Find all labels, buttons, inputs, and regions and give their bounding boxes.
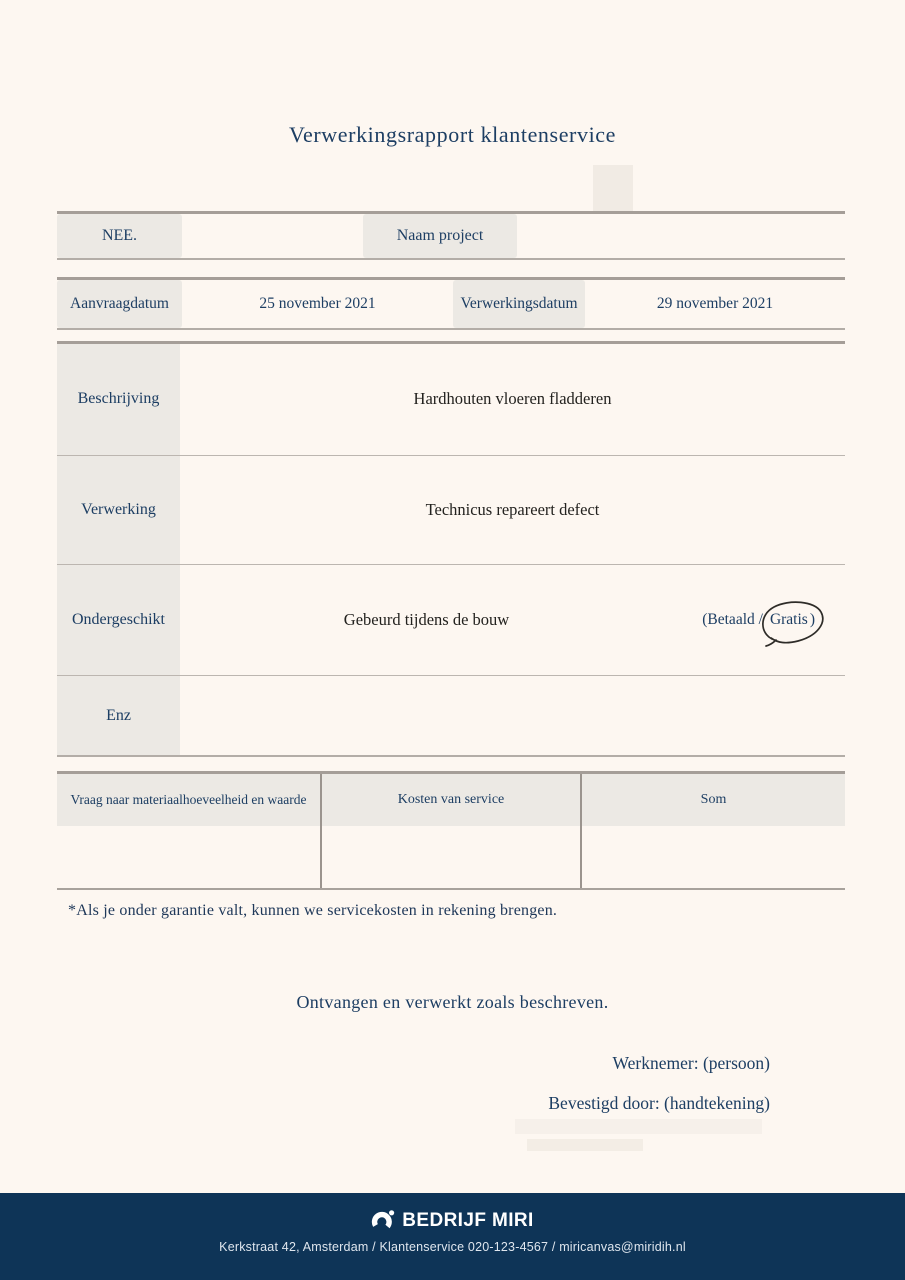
table-row — [57, 214, 845, 258]
processing-date-label-cell: Verwerkingsdatum — [453, 280, 585, 328]
processing-date-value-cell[interactable]: 29 november 2021 — [656, 295, 774, 312]
material-value-cell[interactable] — [57, 826, 320, 888]
request-date-label-cell: Aanvraagdatum — [57, 280, 182, 328]
etc-label-cell: Enz — [57, 676, 180, 755]
processing-value-cell[interactable]: Technicus repareert defect — [425, 500, 600, 520]
table-row-description — [57, 344, 845, 456]
sum-header-cell: Som — [582, 774, 845, 826]
company-logo-icon — [371, 1209, 395, 1233]
payment-circled-text: Gratis — [769, 611, 808, 629]
description-value-cell[interactable]: Hardhouten vloeren fladderen — [413, 389, 612, 409]
processing-label-cell: Verwerking — [57, 456, 180, 565]
table-row — [57, 774, 845, 888]
smudge-artifact — [515, 1119, 762, 1134]
table-row-etc — [57, 676, 845, 755]
table-row-processing — [57, 456, 845, 566]
dates-table — [57, 277, 845, 330]
payment-option-text — [702, 565, 841, 675]
payment-prefix: (Betaald / — [702, 611, 763, 629]
description-label-cell: Beschrijving — [57, 344, 180, 455]
project-name-value-cell[interactable] — [517, 214, 845, 258]
company-contact-line: Kerkstraat 42, Amsterdam / Klantenservice 020-123-4567 / miricanvas@miridih.nl — [219, 1240, 686, 1254]
employee-signature-line: Werknemer: (persoon) — [612, 1053, 770, 1073]
cost-table — [57, 771, 845, 890]
closing-statement: Ontvangen en verwerkt zoals beschreven. — [296, 992, 609, 1012]
smudge-artifact — [593, 165, 633, 212]
page-title: Verwerkingsrapport klantenservice — [288, 122, 617, 147]
payment-circled-choice[interactable] — [768, 611, 810, 629]
sum-value-cell[interactable] — [582, 826, 845, 888]
project-name-label-cell: Naam project — [363, 214, 517, 258]
request-date-value-cell[interactable]: 25 november 2021 — [259, 295, 376, 312]
project-info-table — [57, 211, 845, 260]
sum-column — [582, 774, 845, 888]
material-header-cell: Vraag naar materiaalhoeveelheid en waarde — [57, 774, 320, 826]
material-column — [57, 774, 322, 888]
table-row-subordinate — [57, 565, 845, 676]
footer — [0, 1193, 905, 1280]
service-cost-column — [322, 774, 582, 888]
subordinate-value-cell[interactable] — [180, 565, 845, 675]
footer-brand — [371, 1209, 533, 1233]
etc-value-cell[interactable] — [180, 676, 845, 755]
smudge-artifact — [527, 1139, 643, 1151]
company-name: BEDRIJF MIRI — [402, 1210, 534, 1231]
no-value-cell[interactable] — [182, 214, 363, 258]
subordinate-label-cell: Ondergeschikt — [57, 565, 180, 675]
detail-table — [57, 341, 845, 757]
subordinate-value-text: Gebeurd tijdens de bouw — [343, 610, 510, 630]
confirmation-signature-line: Bevestigd door: (handtekening) — [548, 1093, 770, 1113]
no-label-cell: NEE. — [57, 214, 182, 258]
payment-suffix: ) — [809, 611, 815, 629]
service-cost-header-cell: Kosten van service — [322, 774, 580, 826]
service-cost-value-cell[interactable] — [322, 826, 580, 888]
warranty-note: *Als je onder garantie valt, kunnen we servicekosten in rekening brengen. — [68, 902, 558, 919]
table-row — [57, 280, 845, 328]
